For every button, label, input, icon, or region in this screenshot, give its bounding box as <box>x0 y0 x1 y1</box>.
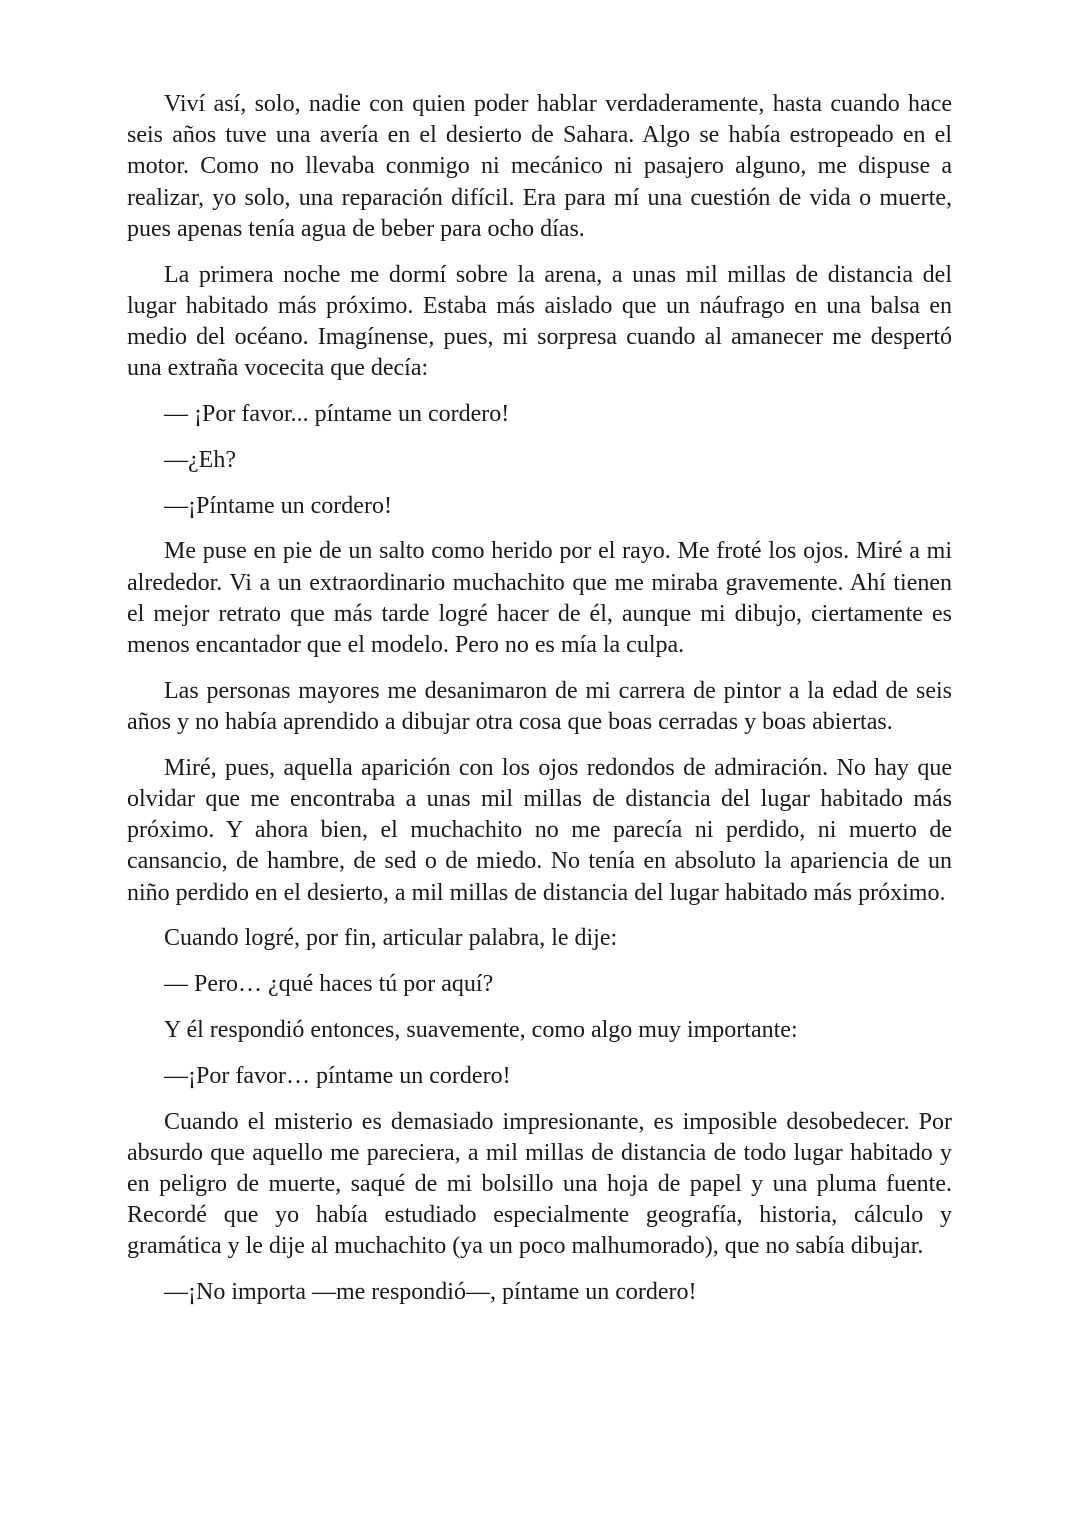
paragraph-primera-noche: La primera noche me dormí sobre la arena, a unas mil millas de distancia del lugar habitado más próximo. Estaba más aislado que un náufrago en una balsa en medio del océano. Imagínense, pues, mi sorpresa cuando al amanecer me despertó una extraña vocecita que decía: <box>127 261 952 382</box>
dialogue-line-pintame-cordero-2: —¡Píntame un cordero! <box>164 492 392 519</box>
paragraph-me-puse-en-pie: Me puse en pie de un salto como herido por el rayo. Me froté los ojos. Miré a mi alrededor. Vi a un extraordinario muchachito que me miraba gravemente. Ahí tienen el mejor retrato que más tarde logré hacer de él, aunque mi dibujo, ciertamente es menos encantador que el modelo. Pero no es mía la culpa. <box>127 538 952 659</box>
dialogue-line-que-haces: — Pero… ¿qué haces tú por aquí? <box>164 971 494 998</box>
dialogue-line-cuando-logre: Cuando logré, por fin, articular palabra, le dije: <box>164 925 618 952</box>
paragraph-averia-sahara: Viví así, solo, nadie con quien poder hablar verdaderamente, hasta cuando hace seis años tuve una avería en el desierto de Sahara. Algo se había estropeado en el motor. Como no llevaba conmigo ni mecánico ni pasajero alguno, me dispuse a realizar, yo solo, una reparación difícil. Era para mí una cuestión de vida o muerte, pues apenas tenía agua de beber para ocho días. <box>127 91 952 242</box>
dialogue-line-pintame-cordero-3: —¡Por favor… píntame un cordero! <box>164 1062 511 1089</box>
dialogue-line-eh: —¿Eh? <box>164 446 236 473</box>
document-page <box>127 89 952 1323</box>
paragraph-personas-mayores: Las personas mayores me desanimaron de mi carrera de pintor a la edad de seis años y no había aprendido a dibujar otra cosa que boas cerradas y boas abiertas. <box>127 677 952 736</box>
dialogue-line-no-importa: —¡No importa —me respondió—, píntame un cordero! <box>164 1279 697 1306</box>
dialogue-line-pintame-cordero-1: — ¡Por favor... píntame un cordero! <box>164 401 510 428</box>
paragraph-misterio: Cuando el misterio es demasiado impresionante, es imposible desobedecer. Por absurdo que aquello me pareciera, a mil millas de distancia de todo lugar habitado y en peligro de muerte, saqué de mi bolsillo una hoja de papel y una pluma fuente. Recordé que yo había estudiado especialmente geografía, historia, cálculo y gramática y le dije al muchachito (ya un poco malhumorado), que no sabía dibujar. <box>127 1108 952 1260</box>
dialogue-line-el-respondio: Y él respondió entonces, suavemente, como algo muy importante: <box>164 1017 798 1044</box>
paragraph-mire-aparicion: Miré, pues, aquella aparición con los ojos redondos de admiración. No hay que olvidar que me encontraba a unas mil millas de distancia del lugar habitado más próximo. Y ahora bien, el muchachito no me parecía ni perdido, ni muerto de cansancio, de hambre, de sed o de miedo. No tenía en absoluto la apariencia de un niño perdido en el desierto, a mil millas de distancia del lugar habitado más próximo. <box>127 754 952 906</box>
